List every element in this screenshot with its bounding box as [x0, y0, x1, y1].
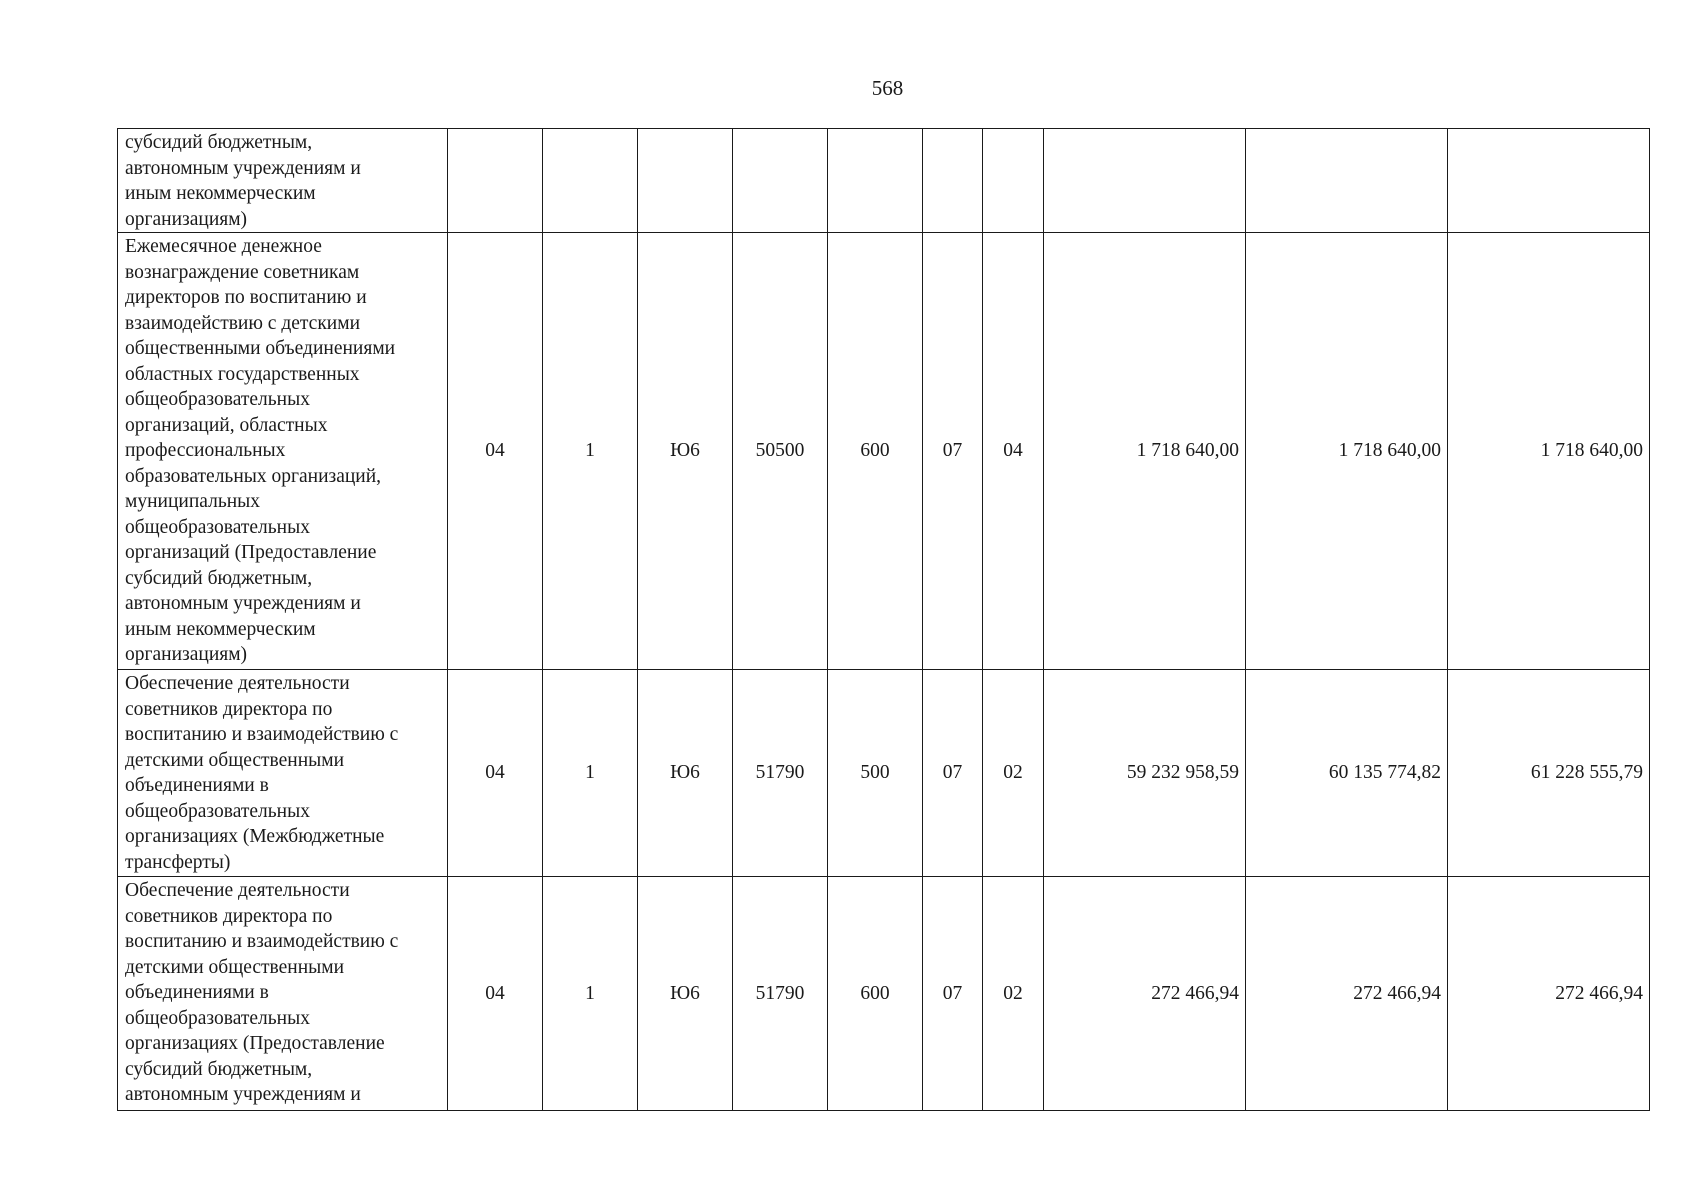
subprogram-code-cell: 1: [543, 670, 638, 877]
expense-type-cell: 600: [828, 233, 923, 670]
row-description: Ежемесячное денежное вознаграждение советникам директоров по воспитанию и взаимодействию с детскими общественными объединениями областных государственных общеобразовательных организаций, областных профессиональных образовательных организаций, муниципальных общеобразовательных организаций (Предоставление субсидий бюджетным, автономным учреждениям и иным некоммерческим организациям): [118, 233, 448, 670]
amount-year-2: 60 135 774,82: [1246, 670, 1448, 877]
project-code-cell: Ю6: [638, 877, 733, 1111]
amount-year-3: 61 228 555,79: [1448, 670, 1650, 877]
expense-type-cell: 500: [828, 670, 923, 877]
section-cell: 07: [923, 233, 983, 670]
program-code-cell: 04: [448, 877, 543, 1111]
amount-year-3: 1 718 640,00: [1448, 233, 1650, 670]
subprogram-code-cell: 1: [543, 233, 638, 670]
table-row: [118, 877, 1650, 1111]
subprogram-code-cell: 1: [543, 877, 638, 1111]
amount-year-3: [1448, 129, 1650, 233]
amount-year-1: [1044, 129, 1246, 233]
amount-year-1: 1 718 640,00: [1044, 233, 1246, 670]
subsection-cell: 02: [983, 670, 1044, 877]
amount-year-2: 272 466,94: [1246, 877, 1448, 1111]
amount-year-1: 272 466,94: [1044, 877, 1246, 1111]
project-code-cell: Ю6: [638, 670, 733, 877]
program-code-cell: 04: [448, 233, 543, 670]
direction-code-cell: 50500: [733, 233, 828, 670]
section-cell: 07: [923, 877, 983, 1111]
program-code-cell: 04: [448, 670, 543, 877]
program-code-cell: [448, 129, 543, 233]
amount-year-3: 272 466,94: [1448, 877, 1650, 1111]
amount-year-1: 59 232 958,59: [1044, 670, 1246, 877]
row-description: Обеспечение деятельности советников директора по воспитанию и взаимодействию с детскими общественными объединениями в общеобразовательных организациях (Предоставление субсидий бюджетным, автономным учреждениям и: [118, 877, 448, 1111]
project-code-cell: Ю6: [638, 233, 733, 670]
subprogram-code-cell: [543, 129, 638, 233]
page-number: 568: [871, 76, 904, 100]
project-code-cell: [638, 129, 733, 233]
amount-year-2: 1 718 640,00: [1246, 233, 1448, 670]
direction-code-cell: [733, 129, 828, 233]
amount-year-2: [1246, 129, 1448, 233]
subsection-cell: 02: [983, 877, 1044, 1111]
table-row: [118, 129, 1650, 233]
subsection-cell: 04: [983, 233, 1044, 670]
table-row: [118, 233, 1650, 670]
row-description: субсидий бюджетным, автономным учреждениям и иным некоммерческим организациям): [118, 129, 448, 233]
expense-type-cell: 600: [828, 877, 923, 1111]
budget-table: [117, 128, 1650, 1111]
direction-code-cell: 51790: [733, 670, 828, 877]
expense-type-cell: [828, 129, 923, 233]
table-row: [118, 670, 1650, 877]
row-description: Обеспечение деятельности советников директора по воспитанию и взаимодействию с детскими общественными объединениями в общеобразовательных организациях (Межбюджетные трансферты): [118, 670, 448, 877]
section-cell: 07: [923, 670, 983, 877]
direction-code-cell: 51790: [733, 877, 828, 1111]
subsection-cell: [983, 129, 1044, 233]
section-cell: [923, 129, 983, 233]
